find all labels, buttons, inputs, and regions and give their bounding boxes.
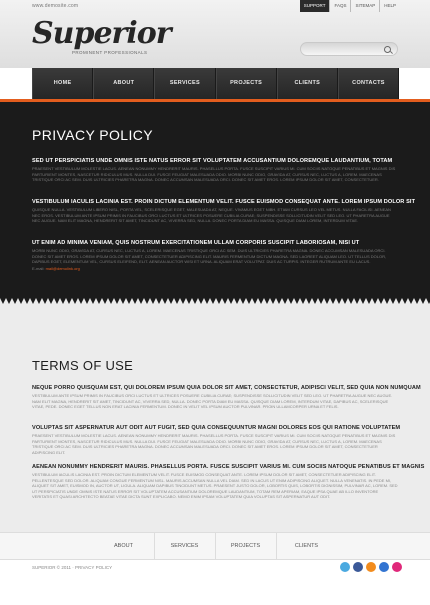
search-box bbox=[300, 42, 398, 56]
header bbox=[0, 0, 430, 68]
privacy-block-text: MORBI NUNC ODIO, GRAVIDA AT, CURSUS NEC, LUCTUS A, LOREM. MAECENAS TRISTIQUE ORCI AC SEM. DUIS ULTRICIES PHARETRA MAGNA. DONEC ACCUMSAN MALESUADA ORCI. DONEC SIT AMET EROS. LOREM IPSUM DOLOR SIT AMET, CONSECTETUER ADIPISCING ELIT. MAURIS FERMENTUM DICTUM MAGNA. SED LAOREET ALIQUAM LEO. UT TELLUS DOLOR, DAPIBUS EGET, ELEMENTUM VEL, CURSUS ELEIFEND, ELIT. AENEAN AUCTOR WISI ET URNA. ALIQUAM ERAT VOLUTPAT. DUIS AC TURPIS. INTEGER RUTRUM ANTE EU LACUS. bbox=[32, 248, 387, 264]
footer-nav-clients[interactable]: CLIENTS bbox=[276, 533, 337, 559]
nav-projects[interactable]: PROJECTS bbox=[216, 68, 277, 99]
social-icons bbox=[340, 562, 402, 572]
privacy-title: PRIVACY POLICY bbox=[32, 127, 154, 143]
privacy-block-heading: SED UT PERSPICIATIS UNDE OMNIS ISTE NATUS ERROR SIT VOLUPTATEM ACCUSANTIUM DOLOREMQUE LAUDANTIUM, TOTAM bbox=[32, 158, 393, 164]
footer-nav-about[interactable]: ABOUT bbox=[114, 543, 133, 549]
logo[interactable]: Superior bbox=[32, 16, 171, 51]
privacy-block bbox=[32, 158, 398, 183]
email-link[interactable]: mail@demolink.org bbox=[45, 265, 80, 271]
copyright: SUPERIOR © 2011 · PRIVACY POLICY bbox=[32, 565, 113, 570]
terms-block bbox=[32, 385, 421, 410]
footer-nav bbox=[0, 532, 430, 560]
nav-services[interactable]: SERVICES bbox=[154, 68, 215, 99]
site-url: www.demosite.com bbox=[32, 3, 79, 9]
terms-title: TERMS OF USE bbox=[32, 358, 134, 373]
privacy-block-heading: UT ENIM AD MINIMA VENIAM, QUIS NOSTRUM EXERCITATIONEM ULLAM CORPORIS SUSCIPIT LABORIOSAM, NISI UT bbox=[32, 240, 360, 246]
feed-icon[interactable] bbox=[366, 562, 376, 572]
terms-block-text: VESTIBULUM IACULIS LACINIA EST. PROIN DICTUM ELEMENTUM VELIT. FUSCE EUISMOD CONSEQUAT ANTE. LOREM IPSUM DOLOR SIT AMET, CONSECTETUER ADIPISCING ELIT. PELLENTESQUE SED DOLOR. ALIQUAM CONGUE FERMENTUM NISL. MAURIS ACCUMSAN NULLA VEL DIAM. SED IN LACUS UT ENIM ADIPISCING ALIQUET. NULLA VENENATIS. IN PEDE MI, ALIQUET SIT AMET, EUISMOD IN, AUCTOR UT, LIGULA. ALIQUAM DAPIBUS TINCIDUNT METUS. PRAESENT JUSTO DOLOR, LOBORTIS QUIS, LOBORTIS DIGNISSIM, PULVINAR AC, LOREM. SED UT PERSPICIATIS UNDE OMNIS ISTE NATUS ERROR SIT VOLUPTATEM ACCUSANTIUM DOLOREMQUE LAUDANTIUM, TOTAM REM APERIAM, EAQUE IPSA QUAE AB ILLO INVENTORE VERITATIS ET QUASI ARCHITECTO BEATAE VITAE DICTA SUNT EXPLICABO. NEMO ENIM IPSAM VOLUPTATEM QUIA VOLUPTAS SIT ASPERNATUR AUT ODIT. bbox=[32, 472, 398, 499]
privacy-block-text: PRAESENT VESTIBULUM MOLESTIE LACUS. AENEAN NONUMMY HENDRERIT MAURIS. PHASELLUS PORTA. FUSCE SUSCIPIT VARIUS MI. CUM SOCIIS NATOQUE PENATIBUS ET MAGNIS DIS PARTURIENT MONTES, NASCETUR RIDICULUS MUS. NULLA DUI. FUSCE FEUGIAT MALESUADA ODIO. MORBI NUNC ODIO, GRAVIDA AT, CURSUS NEC, LUCTUS A, LOREM. MAECENAS TRISTIQUE ORCI AC SEM. DUIS ULTRICIES PHARETRA MAGNA. DONEC ACCUMSAN MALESUADA ORCI. DONEC SIT AMET EROS. LOREM IPSUM DOLOR SIT AMET, CONSECTETUER. bbox=[32, 166, 396, 182]
nav-home[interactable]: HOME bbox=[32, 68, 93, 99]
nav-clients[interactable]: CLIENTS bbox=[277, 68, 338, 99]
zigzag-divider bbox=[0, 298, 430, 306]
terms-block bbox=[32, 425, 401, 455]
terms-block-text: VESTIBULUM ANTE IPSUM PRIMIS IN FAUCIBUS ORCI LUCTUS ET ULTRICES POSUERE CUBILIA CURAE; SUSPENDISSE SOLLICITUDIN VELIT SED LEO. UT PHARETRA AUGUE NEC AUGUE. NAM ELIT MAGNA, HENDRERIT SIT AMET, TINCIDUNT AC, VIVERRA SED, NULLA. DONEC PORTA DIAM EU MASSA. QUISQUE DIAM LOREM, INTERDUM VITAE, DAPIBUS AC, SCELERISQUE VITAE, PEDE. DONEC EGET TELLUS NON ERAT LACINIA FERMENTUM. DONEC IN VELIT VEL IPSUM AUCTOR PULVINAR. PROIN ULLAMCORPER URNA ET FELIS. bbox=[32, 393, 393, 409]
terms-block-heading: AENEAN NONUMMY HENDRERIT MAURIS. PHASELLUS PORTA. FUSCE SUSCIPIT VARIUS MI. CUM SOCIIS NATOQUE PENATIBUS ET MAGNIS bbox=[32, 464, 425, 470]
footer-nav-services[interactable]: SERVICES bbox=[154, 533, 215, 559]
privacy-block bbox=[32, 240, 398, 271]
footer-nav-projects[interactable]: PROJECTS bbox=[215, 533, 276, 559]
email-label: E-mail: bbox=[32, 265, 45, 271]
facebook-icon[interactable] bbox=[353, 562, 363, 572]
top-nav bbox=[300, 0, 400, 12]
terms-block-heading: NEQUE PORRO QUISQUAM EST, QUI DOLOREM IPSUM QUIA DOLOR SIT AMET, CONSECTETUR, ADIPISCI VELIT, SED QUIA NON NUMQUAM bbox=[32, 385, 421, 391]
top-nav-support[interactable]: SUPPORT bbox=[300, 0, 330, 12]
terms-section bbox=[0, 306, 430, 532]
top-nav-help[interactable]: HELP bbox=[379, 0, 400, 12]
privacy-section bbox=[0, 102, 430, 298]
search-input[interactable] bbox=[307, 45, 381, 55]
email-line bbox=[32, 266, 398, 271]
tagline: PROMINENT PROFESSIONALS bbox=[72, 50, 148, 55]
search-icon[interactable] bbox=[384, 46, 391, 53]
privacy-block bbox=[32, 199, 416, 224]
terms-block-text: PRAESENT VESTIBULUM MOLESTIE LACUS. AENEAN NONUMMY HENDRERIT MAURIS. PHASELLUS PORTA. FUSCE SUSCIPIT VARIUS MI. CUM SOCIIS NATOQUE PENATIBUS ET MAGNIS DIS PARTURIENT MONTES, NASCETUR RIDICULUS MUS. NULLA DUI. FUSCE FEUGIAT MALESUADA ODIO. MORBI NUNC ODIO, GRAVIDA AT, CURSUS NEC, LUCTUS A, LOREM. MAECENAS TRISTIQUE ORCI AC SEM. DUIS ULTRICIES PHARETRA MAGNA. DONEC ACCUMSAN MALESUADA ORCI. DONEC SIT AMET EROS. LOREM IPSUM DOLOR SIT AMET, CONSECTETUER ADIPISCING ELIT. bbox=[32, 433, 396, 455]
terms-block bbox=[32, 464, 425, 500]
privacy-block-text: QUISQUE NULLA. VESTIBULUM LIBERO NISL, PORTA VEL, SCELERISQUE EGET, MALESUADA AT, NEQUE. VIVAMUS EGET NIBH. ETIAM CURSUS LEO VEL METUS. NULLA FACILISI. AENEAN NEC EROS. VESTIBULUM ANTE IPSUM PRIMIS IN FAUCIBUS ORCI LUCTUS ET ULTRICES POSUERE CUBILIA CURAE; SUSPENDISSE SOLLICITUDIN VELIT SED LEO. UT PHARETRA AUGUE NEC AUGUE. NAM ELIT MAGNA, HENDRERIT SIT AMET, TINCIDUNT AC, VIVERRA SED, NULLA. DONEC PORTA DIAM EU MASSA. QUISQUE DIAM LOREM, INTERDUM VITAE. bbox=[32, 207, 391, 223]
privacy-block-heading: VESTIBULUM IACULIS LACINIA EST. PROIN DICTUM ELEMENTUM VELIT. FUSCE EUISMOD CONSEQUAT ANTE. LOREM IPSUM DOLOR SIT bbox=[32, 199, 416, 205]
delicious-icon[interactable] bbox=[379, 562, 389, 572]
nav-contacts[interactable]: CONTACTS bbox=[338, 68, 399, 99]
nav-about[interactable]: ABOUT bbox=[93, 68, 154, 99]
top-nav-sitemap[interactable]: SITEMAP bbox=[350, 0, 379, 12]
top-nav-faqs[interactable]: FAQS bbox=[329, 0, 350, 12]
flickr-icon[interactable] bbox=[392, 562, 402, 572]
terms-block-heading: VOLUPTAS SIT ASPERNATUR AUT ODIT AUT FUGIT, SED QUIA CONSEQUUNTUR MAGNI DOLORES EOS QUI RATIONE VOLUPTATEM bbox=[32, 425, 401, 431]
twitter-icon[interactable] bbox=[340, 562, 350, 572]
main-nav bbox=[32, 68, 399, 99]
